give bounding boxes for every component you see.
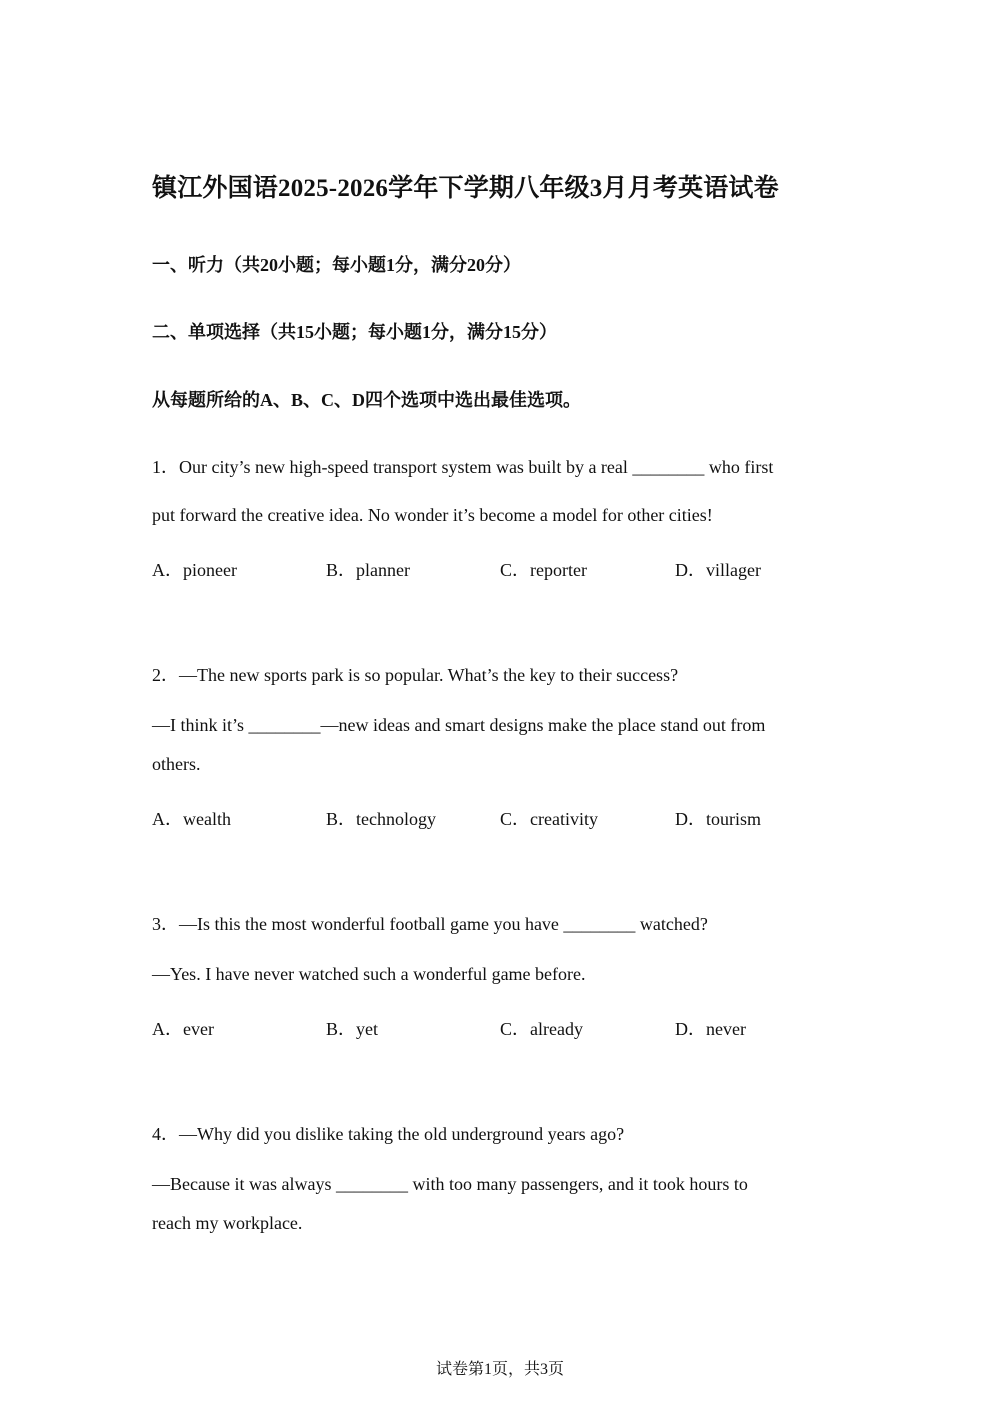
question-2-line-3: others.: [152, 754, 201, 774]
question-3-option-d: D．never: [675, 1019, 746, 1039]
page-footer: 试卷第1页，共3页: [435, 1361, 564, 1378]
question-2-line-1: 2．—The new sports park is so popular. What’s the key to their success?: [152, 665, 679, 685]
question-1-option-c: C．reporter: [500, 560, 587, 580]
question-2-option-b: B．technology: [326, 809, 436, 829]
question-3-option-c: C．already: [500, 1019, 583, 1039]
question-3-line-1: 3．—Is this the most wonderful football game you have ________ watched?: [152, 914, 708, 934]
question-3-line-2: —Yes. I have never watched such a wonderful game before.: [152, 964, 586, 984]
question-1-option-b: B．planner: [326, 560, 410, 580]
page-title: 镇江外国语2025-2026学年下学期八年级3月月考英语试卷: [152, 175, 779, 202]
section-single-choice-heading: 二、单项选择（共15小题；每小题1分，满分15分）: [152, 322, 557, 342]
question-2-option-a: A．wealth: [152, 809, 231, 829]
question-4-line-2: —Because it was always ________ with too many passengers, and it took hours to: [152, 1174, 748, 1194]
question-3-option-a: A．ever: [152, 1019, 214, 1039]
question-2-option-d: D．tourism: [675, 809, 762, 829]
question-4-line-3: reach my workplace.: [152, 1213, 303, 1233]
question-1-line-2: put forward the creative idea. No wonder it’s become a model for other cities!: [152, 505, 713, 525]
section-instruction: 从每题所给的A、B、C、D四个选项中选出最佳选项。: [152, 390, 582, 410]
question-1-line-1: 1．Our city’s new high-speed transport system was built by a real ________ who first: [152, 457, 774, 477]
question-3-option-b: B．yet: [326, 1019, 378, 1039]
question-1-option-a: A．pioneer: [152, 560, 237, 580]
question-2-line-2: —I think it’s ________—new ideas and smart designs make the place stand out from: [152, 715, 766, 735]
question-1-option-d: D．villager: [675, 560, 761, 580]
question-2-option-c: C．creativity: [500, 809, 598, 829]
section-listening-heading: 一、听力（共20小题；每小题1分，满分20分）: [152, 255, 521, 275]
question-4-line-1: 4．—Why did you dislike taking the old underground years ago?: [152, 1124, 625, 1144]
